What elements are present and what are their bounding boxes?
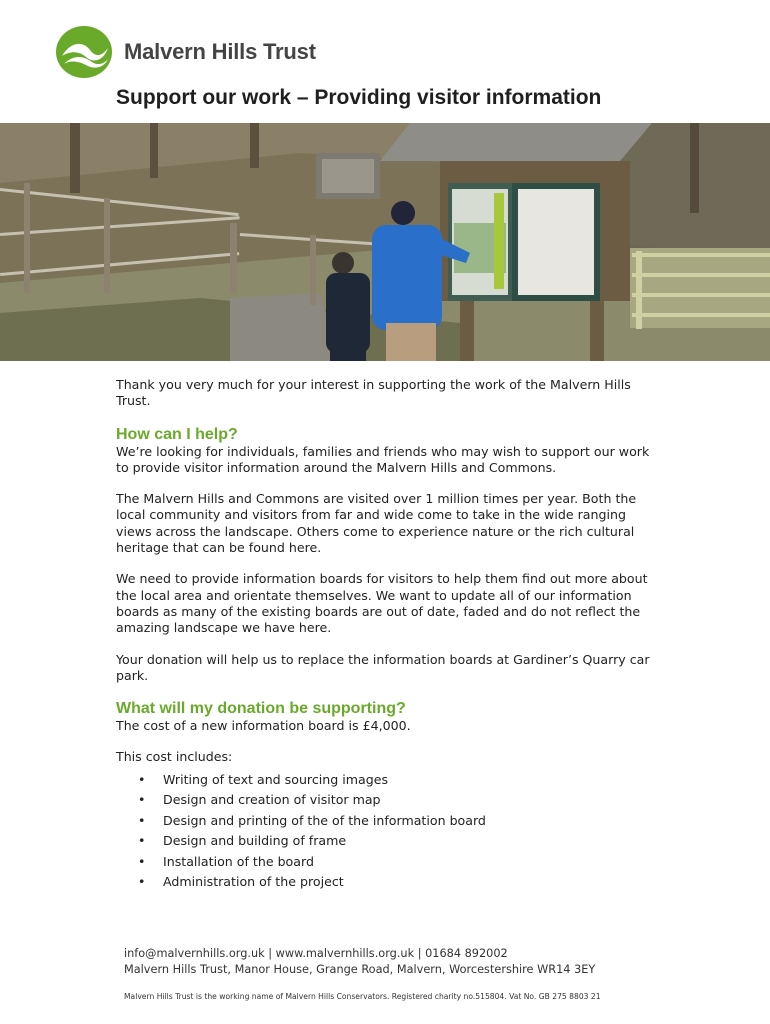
org-name: Malvern Hills Trust: [124, 39, 316, 64]
list-item: • Design and building of frame: [163, 831, 661, 852]
visitor-information-board-photo: [0, 123, 770, 361]
contact-line: info@malvernhills.org.uk | www.malvernhills.org.uk | 01684 892002: [124, 947, 508, 960]
section-heading-donation-supporting: What will my donation be supporting?: [116, 700, 406, 718]
cost-items-list: [116, 770, 661, 893]
footer-contact: [124, 946, 595, 978]
list-item: • Design and creation of visitor map: [163, 790, 661, 811]
document-body: [116, 377, 661, 893]
page-title: Support our work – Providing visitor information: [116, 86, 602, 109]
section-heading-how-can-i-help: How can I help?: [116, 425, 238, 443]
list-item: • Administration of the project: [163, 872, 661, 893]
list-item: • Installation of the board: [163, 852, 661, 873]
paragraph: The Malvern Hills and Commons are visited over 1 million times per year. Both the local community and visitors from far and wide come to take in the wide ranging views across the landscape. Others come to experience nature or the rich cultural heritage that can be found here.: [116, 491, 637, 556]
cost-paragraph: The cost of a new information board is £4,000.: [116, 718, 411, 734]
list-item: • Writing of text and sourcing images: [163, 770, 661, 791]
paragraph: We’re looking for individuals, families and friends who may wish to support our work to provide visitor information around the Malvern Hills and Commons.: [116, 443, 650, 475]
paragraph: We need to provide information boards for visitors to help them find out more about the local area and orientate themselves. We want to update all of our information boards as many of the existing boards are out of date, faded and do not reflect the amazing landscape we have here.: [116, 571, 648, 636]
legal-line: Malvern Hills Trust is the working name of Malvern Hills Conservators. Registered charity no.515804. Vat No. GB 275 8803 21: [124, 992, 601, 1001]
address-line: Malvern Hills Trust, Manor House, Grange Road, Malvern, Worcestershire WR14 3EY: [124, 963, 596, 976]
intro-paragraph: Thank you very much for your interest in supporting the work of the Malvern Hills Trust.: [116, 377, 631, 409]
includes-label: This cost includes:: [116, 749, 233, 765]
paragraph: Your donation will help us to replace the information boards at Gardiner’s Quarry car park.: [116, 651, 650, 683]
org-logo: [56, 26, 316, 78]
list-item: • Design and printing of the of the information board: [163, 811, 661, 832]
hills-logo-icon: [56, 26, 112, 78]
